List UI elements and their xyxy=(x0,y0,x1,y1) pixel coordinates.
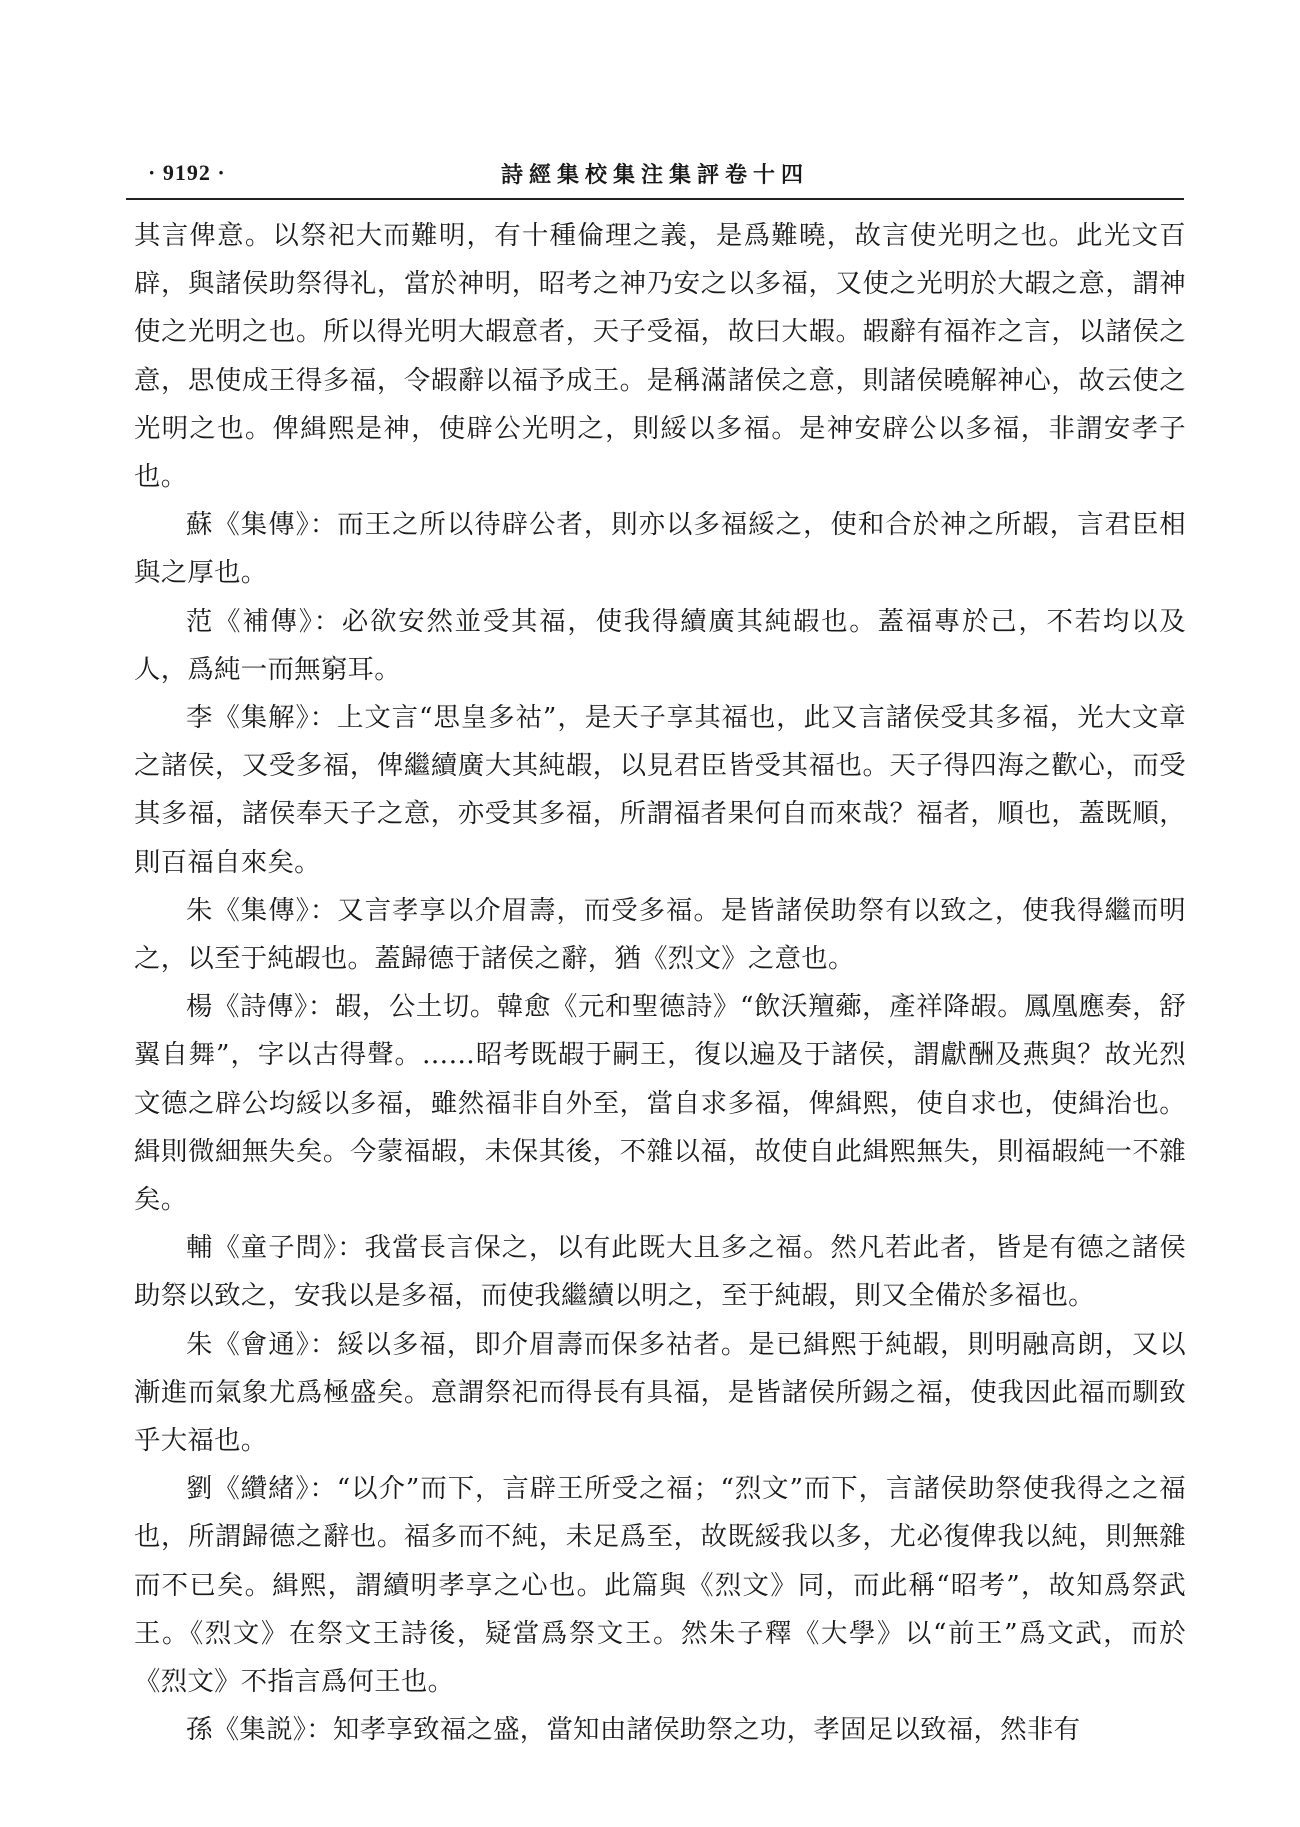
paragraph-li-jijie: 李《集解》：上文言“思皇多祜”，是天子享其福也，此又言諸侯受其多福，光大文章之諸侯，又受多福，俾繼續廣大其純嘏，以見君臣皆受其福也。天子得四海之歡心，而受其多福，諸侯奉天子之意，亦受其多福，所謂福者果何自而來哉？福者，順也，蓋既順，則百福自來矣。 xyxy=(134,702,1186,878)
paragraph-su-jizhuan: 蘇《集傳》：而王之所以待辟公者，則亦以多福綏之，使和合於神之所嘏，言君臣相與之厚也。 xyxy=(134,509,1186,589)
page-number: · 9192 · xyxy=(148,160,226,185)
paragraph-fu-tongziwen: 輔《童子問》：我當長言保之，以有此既大且多之福。然凡若此者，皆是有德之諸侯助祭以致之，安我以是多福，而使我繼續以明之，至于純嘏，則又全備於多福也。 xyxy=(134,1232,1186,1312)
header-divider xyxy=(126,198,1184,200)
paragraph-zhu-huitong: 朱《會通》：綏以多福，即介眉壽而保多祜者。是已緝熙于純嘏，則明融高朗，又以漸進而氣象尤爲極盛矣。意謂祭祀而得長有具福，是皆諸侯所錫之福，使我因此福而馴致乎大福也。 xyxy=(134,1328,1186,1457)
paragraph-zhu-jizhuan: 朱《集傳》：又言孝享以介眉壽，而受多福。是皆諸侯助祭有以致之，使我得繼而明之，以至于純嘏也。蓋歸德于諸侯之辭，猶《烈文》之意也。 xyxy=(134,894,1186,975)
paragraph-sun-jishuo: 孫《集説》：知孝享致福之盛，當知由諸侯助祭之功，孝固足以致福，然非有 xyxy=(186,1714,1081,1746)
commentary-body xyxy=(134,212,1186,1755)
page-header xyxy=(126,158,1184,194)
paragraph-fan-buzhuan: 范《補傳》：必欲安然並受其福，使我得續廣其純嘏也。蓋福專於己，不若均以及人，爲純一而無窮耳。 xyxy=(134,605,1186,685)
paragraph-liu-zuanxu: 劉《纘緒》：“以介”而下，言辟王所受之福；“烈文”而下，言諸侯助祭使我得之之福也，所謂歸德之辭也。福多而不純，未足爲至，故既綏我以多，尤必復俾我以純，則無雜而不已矣。緝熙，謂續明孝享之心也。此篇與《烈文》同，而此稱“昭考”，故知爲祭武王。《烈文》在祭文王詩後，疑當爲祭文王。然朱子釋《大學》以“前王”爲文武，而於《烈文》不指言爲何王也。 xyxy=(134,1473,1186,1698)
running-title: 詩經集校集注集評卷十四 xyxy=(500,162,809,188)
paragraph-yang-shizhuan: 楊《詩傳》：嘏，公土切。韓愈《元和聖德詩》“飲沃羶薌，產祥降嘏。鳳凰應奏，舒翼自舞”，字以古得聲。……昭考既嘏于嗣王，復以遍及于諸侯，謂獻酬及燕與？故光烈文德之辟公均綏以多福，雖然福非自外至，當自求多福，俾緝熙，使自求也，使緝治也。緝則微細無失矣。今蒙福嘏，未保其後，不雜以福，故使自此緝熙無失，則福嘏純一不雜矣。 xyxy=(134,991,1186,1216)
paragraph-continuation: 其言俾意。以祭祀大而難明，有十種倫理之義，是爲難曉，故言使光明之也。此光文百辟，與諸侯助祭得礼，當於神明，昭考之神乃安之以多福，又使之光明於大嘏之意，謂神使之光明之也。所以得光明大嘏意者，天子受福，故曰大嘏。嘏辭有福祚之言，以諸侯之意，思使成王得多福，令嘏辭以福予成王。是稱滿諸侯之意，則諸侯曉解神心，故云使之光明之也。俾緝熙是神，使辟公光明之，則綏以多福。是神安辟公以多福，非謂安孝子也。 xyxy=(134,220,1186,493)
